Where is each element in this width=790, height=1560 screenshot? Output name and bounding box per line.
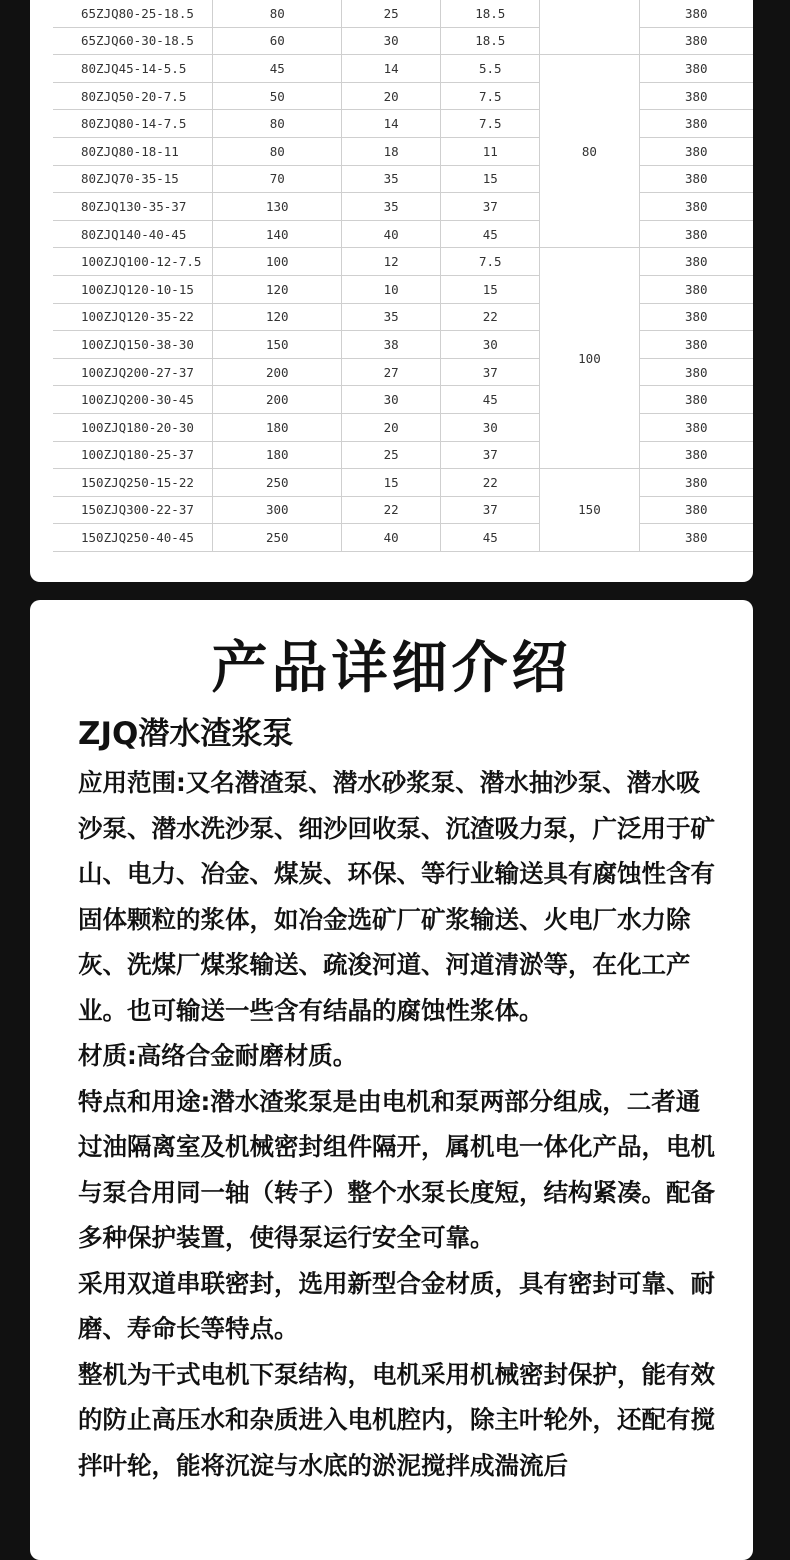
head-cell: 25	[342, 0, 441, 27]
model-cell: 100ZJQ120-10-15	[53, 275, 213, 303]
power-cell: 5.5	[441, 55, 540, 83]
model-cell: 150ZJQ300-22-37	[53, 496, 213, 524]
model-cell: 100ZJQ200-30-45	[53, 386, 213, 414]
voltage-cell: 380	[639, 165, 753, 193]
voltage-cell: 380	[639, 358, 753, 386]
voltage-cell: 380	[639, 275, 753, 303]
outlet-diameter-cell	[540, 0, 639, 55]
voltage-cell: 380	[639, 248, 753, 276]
table-row	[53, 386, 753, 414]
product-name: ZJQ潜水渣浆泵	[78, 716, 294, 752]
table-row	[53, 358, 753, 386]
power-cell: 22	[441, 303, 540, 331]
head-cell: 15	[342, 469, 441, 497]
head-cell: 12	[342, 248, 441, 276]
flow-cell: 80	[213, 110, 342, 138]
paragraph-features: 特点和用途:潜水渣浆泵是由电机和泵两部分组成，二者通过油隔离室及机械密封组件隔开，属机电一体化产品，电机与泵合用同一轴（转子）整个水泵长度短，结构紧凑。配备多种保护装置，使得泵运行安全可靠。	[78, 1086, 715, 1252]
power-cell: 22	[441, 469, 540, 497]
flow-cell: 120	[213, 275, 342, 303]
head-cell: 27	[342, 358, 441, 386]
table-row	[53, 165, 753, 193]
voltage-cell: 380	[639, 441, 753, 469]
voltage-cell: 380	[639, 303, 753, 331]
head-cell: 30	[342, 386, 441, 414]
spec-table-card	[30, 0, 753, 582]
head-cell: 30	[342, 27, 441, 55]
table-row	[53, 0, 753, 27]
flow-cell: 250	[213, 469, 342, 497]
voltage-cell: 380	[639, 386, 753, 414]
power-cell: 7.5	[441, 82, 540, 110]
paragraph-seal: 采用双道串联密封，选用新型合金材质，具有密封可靠、耐磨、寿命长等特点。	[78, 1268, 715, 1343]
head-cell: 22	[342, 496, 441, 524]
head-cell: 40	[342, 220, 441, 248]
model-cell: 65ZJQ60-30-18.5	[53, 27, 213, 55]
flow-cell: 180	[213, 441, 342, 469]
power-cell: 37	[441, 496, 540, 524]
power-cell: 45	[441, 386, 540, 414]
flow-cell: 120	[213, 303, 342, 331]
power-cell: 18.5	[441, 0, 540, 27]
power-cell: 7.5	[441, 248, 540, 276]
model-cell: 100ZJQ150-38-30	[53, 331, 213, 359]
model-cell: 80ZJQ70-35-15	[53, 165, 213, 193]
description-body	[78, 760, 718, 1488]
model-cell: 100ZJQ180-25-37	[53, 441, 213, 469]
table-row	[53, 82, 753, 110]
voltage-cell: 380	[639, 55, 753, 83]
flow-cell: 80	[213, 137, 342, 165]
power-cell: 7.5	[441, 110, 540, 138]
power-cell: 45	[441, 524, 540, 552]
voltage-cell: 380	[639, 27, 753, 55]
table-row	[53, 27, 753, 55]
flow-cell: 300	[213, 496, 342, 524]
power-cell: 11	[441, 137, 540, 165]
model-cell: 80ZJQ80-14-7.5	[53, 110, 213, 138]
flow-cell: 130	[213, 193, 342, 221]
table-row	[53, 137, 753, 165]
voltage-cell: 380	[639, 193, 753, 221]
table-row	[53, 331, 753, 359]
flow-cell: 80	[213, 0, 342, 27]
head-cell: 40	[342, 524, 441, 552]
table-row	[53, 248, 753, 276]
flow-cell: 140	[213, 220, 342, 248]
head-cell: 35	[342, 165, 441, 193]
model-cell: 80ZJQ130-35-37	[53, 193, 213, 221]
power-cell: 37	[441, 358, 540, 386]
flow-cell: 150	[213, 331, 342, 359]
model-cell: 100ZJQ120-35-22	[53, 303, 213, 331]
head-cell: 20	[342, 82, 441, 110]
section-heading: 产品详细介绍	[211, 636, 572, 701]
outlet-diameter-cell: 150	[540, 469, 639, 552]
model-cell: 80ZJQ80-18-11	[53, 137, 213, 165]
power-cell: 45	[441, 220, 540, 248]
head-cell: 25	[342, 441, 441, 469]
table-row	[53, 469, 753, 497]
table-row	[53, 303, 753, 331]
outlet-diameter-cell: 80	[540, 55, 639, 248]
model-cell: 100ZJQ180-20-30	[53, 413, 213, 441]
voltage-cell: 380	[639, 220, 753, 248]
table-row	[53, 220, 753, 248]
table-row	[53, 441, 753, 469]
model-cell: 150ZJQ250-15-22	[53, 469, 213, 497]
head-cell: 18	[342, 137, 441, 165]
outlet-diameter-cell: 100	[540, 248, 639, 469]
voltage-cell: 380	[639, 496, 753, 524]
table-row	[53, 193, 753, 221]
model-cell: 80ZJQ140-40-45	[53, 220, 213, 248]
flow-cell: 100	[213, 248, 342, 276]
paragraph-structure: 整机为干式电机下泵结构，电机采用机械密封保护，能有效的防止高压水和杂质进入电机腔内，除主叶轮外，还配有搅拌叶轮，能将沉淀与水底的淤泥搅拌成湍流后	[78, 1359, 715, 1480]
flow-cell: 250	[213, 524, 342, 552]
flow-cell: 180	[213, 413, 342, 441]
head-cell: 20	[342, 413, 441, 441]
voltage-cell: 380	[639, 469, 753, 497]
voltage-cell: 380	[639, 137, 753, 165]
head-cell: 35	[342, 303, 441, 331]
voltage-cell: 380	[639, 413, 753, 441]
spec-table	[53, 0, 753, 552]
table-row	[53, 110, 753, 138]
paragraph-application: 应用范围:又名潜渣泵、潜水砂浆泵、潜水抽沙泵、潜水吸沙泵、潜水洗沙泵、细沙回收泵、沉渣吸力泵，广泛用于矿山、电力、冶金、煤炭、环保、等行业输送具有腐蚀性含有固体颗粒的浆体，如冶金选矿厂矿浆输送、火电厂水力除灰、洗煤厂煤浆输送、疏浚河道、河道清淤等，在化工产业。也可输送一些含有结晶的腐蚀性浆体。	[78, 768, 715, 1025]
table-row	[53, 524, 753, 552]
voltage-cell: 380	[639, 331, 753, 359]
head-cell: 38	[342, 331, 441, 359]
table-row	[53, 55, 753, 83]
voltage-cell: 380	[639, 0, 753, 27]
model-cell: 150ZJQ250-40-45	[53, 524, 213, 552]
head-cell: 10	[342, 275, 441, 303]
model-cell: 80ZJQ50-20-7.5	[53, 82, 213, 110]
model-cell: 100ZJQ100-12-7.5	[53, 248, 213, 276]
table-row	[53, 496, 753, 524]
flow-cell: 200	[213, 358, 342, 386]
power-cell: 37	[441, 441, 540, 469]
table-row	[53, 275, 753, 303]
product-detail-card	[30, 600, 753, 1560]
model-cell: 100ZJQ200-27-37	[53, 358, 213, 386]
head-cell: 14	[342, 110, 441, 138]
head-cell: 35	[342, 193, 441, 221]
voltage-cell: 380	[639, 524, 753, 552]
flow-cell: 60	[213, 27, 342, 55]
paragraph-material: 材质:高络合金耐磨材质。	[78, 1041, 358, 1070]
power-cell: 30	[441, 413, 540, 441]
table-row	[53, 413, 753, 441]
flow-cell: 50	[213, 82, 342, 110]
model-cell: 80ZJQ45-14-5.5	[53, 55, 213, 83]
power-cell: 30	[441, 331, 540, 359]
flow-cell: 45	[213, 55, 342, 83]
power-cell: 18.5	[441, 27, 540, 55]
head-cell: 14	[342, 55, 441, 83]
model-cell: 65ZJQ80-25-18.5	[53, 0, 213, 27]
power-cell: 37	[441, 193, 540, 221]
power-cell: 15	[441, 275, 540, 303]
flow-cell: 70	[213, 165, 342, 193]
voltage-cell: 380	[639, 110, 753, 138]
power-cell: 15	[441, 165, 540, 193]
voltage-cell: 380	[639, 82, 753, 110]
flow-cell: 200	[213, 386, 342, 414]
